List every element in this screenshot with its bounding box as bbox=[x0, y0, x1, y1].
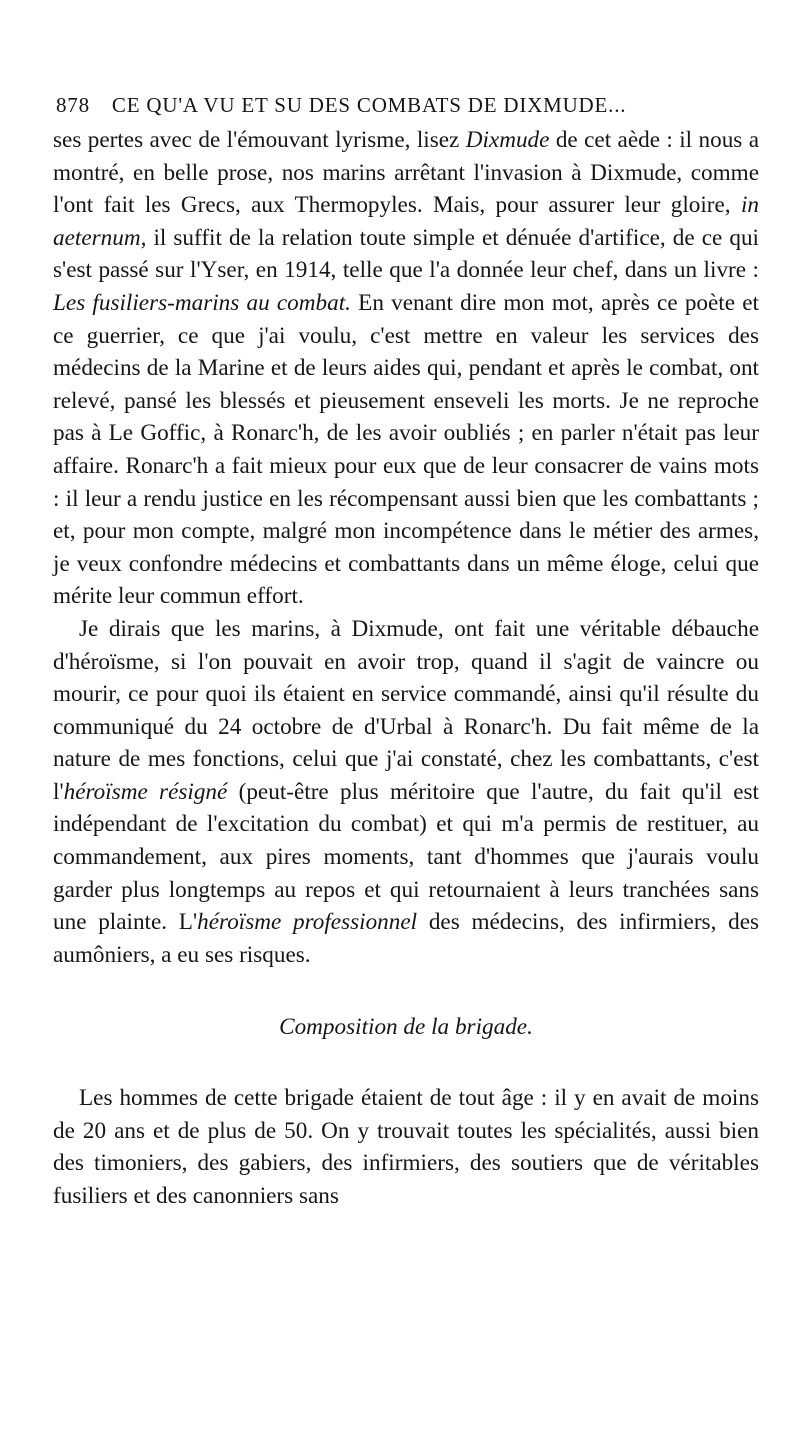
italic-phrase: héroïsme professionnel bbox=[197, 909, 418, 936]
text-run: En venant dire mon mot, après ce poète et ce guerrier, ce que j'ai voulu, c'est mettre en valeur les services des médecins de la Marine et de leurs aides qui, pendant et après le combat, ont relevé, pansé les blessés et pieusement enseveli les morts. Je ne reproche pas à Le Goffic, à Ronarc'h, de les avoir oubliés ; en parler n'était pas leur affaire. Ronarc'h a fait mieux pour eux que de leur consacrer de vains mots : il leur a rendu justice en les récompensant aussi bien que les combattants ; et, pour mon compte, malgré mon incompétence dans le métier des armes, je veux confondre médecins et combattants dans un même éloge, celui que mérite leur commun effort. bbox=[53, 289, 759, 610]
running-header bbox=[53, 88, 759, 122]
page-number: 878 bbox=[56, 93, 90, 117]
text-run: (peut-être plus méritoire que l'autre, du fait qu'il est indépendant de l'excitation du combat) et qui m'a permis de restituer, au commandement, aux pires moments, tant d'hommes que j'aurais voulu garder plus longtemps au repos et qui retournaient à leurs tranchées sans une plainte. L' bbox=[53, 778, 759, 936]
text-run: il suffit de la relation toute simple et dénuée d'artifice, de ce qui s'est passé sur l'Yser, en 1914, telle que l'a donnée leur chef, dans un livre : bbox=[53, 224, 759, 284]
body-text bbox=[53, 124, 759, 1212]
italic-phrase: héroïsme résigné bbox=[63, 778, 228, 805]
running-title: CE QU'A VU ET SU DES COMBATS DE DIXMUDE... bbox=[111, 93, 627, 117]
text-run: des médecins, des infirmiers, des aumôniers, a eu ses risques. bbox=[53, 909, 760, 968]
text-run: Je dirais que les marins, à Dixmude, ont fait une véritable débauche d'héroïsme, si l'on pouvait en avoir trop, quand il s'agit de vaincre ou mourir, ce pour quoi ils étaient en service commandé, ainsi qu'il résulte du communiqué du 24 octobre de d'Urbal à Ronarc'h. Du fait même de la nature de mes fonctions, celui que j'ai constaté, chez les combattants, c'est l' bbox=[53, 615, 759, 805]
paragraph-continued bbox=[53, 124, 759, 613]
text-run: de cet aède : il nous a montré, en belle prose, nos marins arrêtant l'invasion à Dixmude, comme l'ont fait les Grecs, aux Thermopyles. Mais, pour assurer leur gloire, bbox=[53, 127, 759, 219]
italic-title-dixmude: Dixmude bbox=[465, 127, 550, 153]
text-run: Les hommes de cette brigade étaient de tout âge : il y en avait de moins de 20 ans et de plus de 50. On y trouvait toutes les spécialités, aussi bien des timoniers, des gabiers, des infirmiers, des soutiers que de véritables fusiliers et des canonniers sans bbox=[53, 1085, 759, 1209]
italic-latin-phrase: in aeternum, bbox=[53, 192, 759, 251]
italic-book-title: Les fusiliers-marins au combat. bbox=[53, 289, 351, 316]
book-page bbox=[53, 88, 759, 1212]
paragraph bbox=[53, 613, 759, 972]
paragraph bbox=[53, 1082, 759, 1212]
section-heading: Composition de la brigade. bbox=[279, 1014, 533, 1041]
text-run: ses pertes avec de l'émouvant lyrisme, lisez bbox=[53, 127, 466, 153]
